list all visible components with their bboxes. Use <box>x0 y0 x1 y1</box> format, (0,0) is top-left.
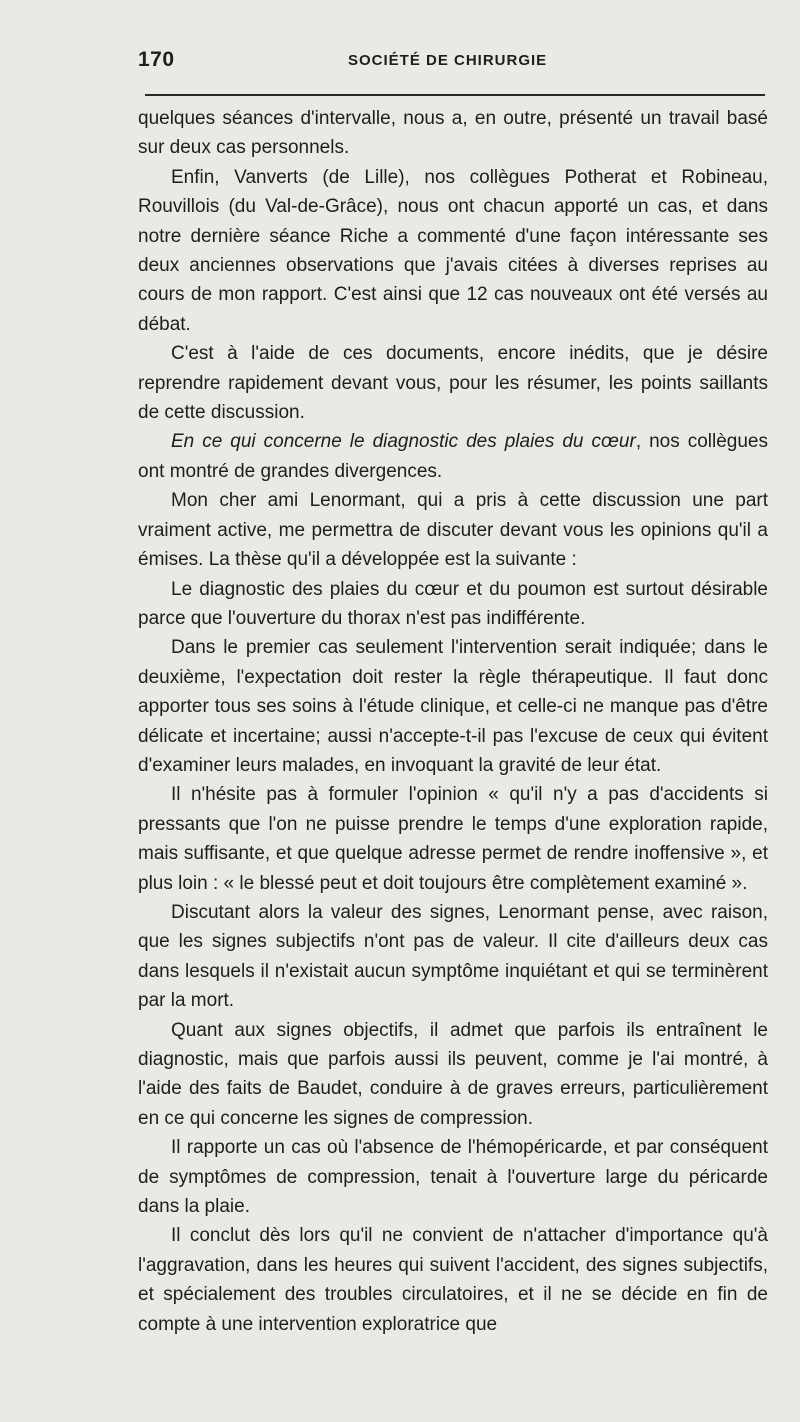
italic-phrase: En ce qui concerne le diagnostic des plaies du cœur <box>171 431 636 453</box>
paragraph-2: Enfin, Vanverts (de Lille), nos collègues Potherat et Robineau, Rouvillois (du Val-de-Grâce), nous ont chacun apporté un cas, et dans notre dernière séance Riche a commenté d'une façon intéressante ses deux anciennes observations que j'avais citées à diverses reprises au cours de mon rapport. C'est ainsi que 12 cas nouveaux ont été versés au débat. <box>138 166 768 335</box>
paragraph-3: C'est à l'aide de ces documents, encore inédits, que je désire reprendre rapidement devant vous, pour les résumer, les points saillants de cette discussion. <box>138 343 768 424</box>
paragraph-6: Le diagnostic des plaies du cœur et du poumon est surtout désirable parce que l'ouverture du thorax n'est pas indifférente. <box>138 578 768 629</box>
paragraph-10: Quant aux signes objectifs, il admet que parfois ils entraînent le diagnostic, mais que parfois aussi ils peuvent, comme je l'ai montré, à l'aide des faits de Baudet, conduire à de graves erreurs, particulièrement en ce qui concerne les signes de compression. <box>138 1019 768 1129</box>
paragraph-4: En ce qui concerne le diagnostic des plaies du cœur, nos collègues ont montré de grandes divergences. <box>138 431 768 482</box>
page-header <box>138 48 766 82</box>
paragraph-11: Il rapporte un cas où l'absence de l'hémopéricarde, et par conséquent de symptômes de compression, tenait à l'ouverture large du péricarde dans la plaie. <box>138 1137 768 1218</box>
running-title: SOCIÉTÉ DE CHIRURGIE <box>348 52 548 69</box>
page-number: 170 <box>138 48 175 71</box>
paragraph-1: quelques séances d'intervalle, nous a, en outre, présenté un travail basé sur deux cas personnels. <box>138 108 768 159</box>
paragraph-8: Il n'hésite pas à formuler l'opinion « qu'il n'y a pas d'accidents si pressants que l'on ne puisse prendre le temps d'une exploration rapide, mais suffisante, et que quelque adresse permet de rendre inoffensive », et plus loin : « le blessé peut et doit toujours être complètement examiné ». <box>138 784 768 894</box>
paragraph-9: Discutant alors la valeur des signes, Lenormant pense, avec raison, que les signes subjectifs n'ont pas de valeur. Il cite d'ailleurs deux cas dans lesquels il n'existait aucun symptôme inquiétant et qui se terminèrent par la mort. <box>138 901 768 1012</box>
paragraph-12: Il conclut dès lors qu'il ne convient de n'attacher d'importance qu'à l'aggravation, dans les heures qui suivent l'accident, des signes subjectifs, et spécialement des troubles circulatoires, et il ne se décide en fin de compte à une intervention exploratrice que <box>138 1225 768 1335</box>
paragraph-7: Dans le premier cas seulement l'intervention serait indiquée; dans le deuxième, l'expectation doit rester la règle thérapeutique. Il faut donc apporter tous ses soins à l'étude clinique, et celle-ci ne manque pas d'être délicate et incertaine; aussi n'accepte-t-il pas l'excuse de ceux qui évitent d'examiner leurs malades, en invoquant la gravité de leur état. <box>138 637 768 776</box>
header-rule <box>145 94 765 96</box>
paragraph-5: Mon cher ami Lenormant, qui a pris à cette discussion une part vraiment active, me permettra de discuter devant vous les opinions qu'il a émises. La thèse qu'il a développée est la suivante : <box>138 490 768 571</box>
body-text <box>138 104 768 1339</box>
